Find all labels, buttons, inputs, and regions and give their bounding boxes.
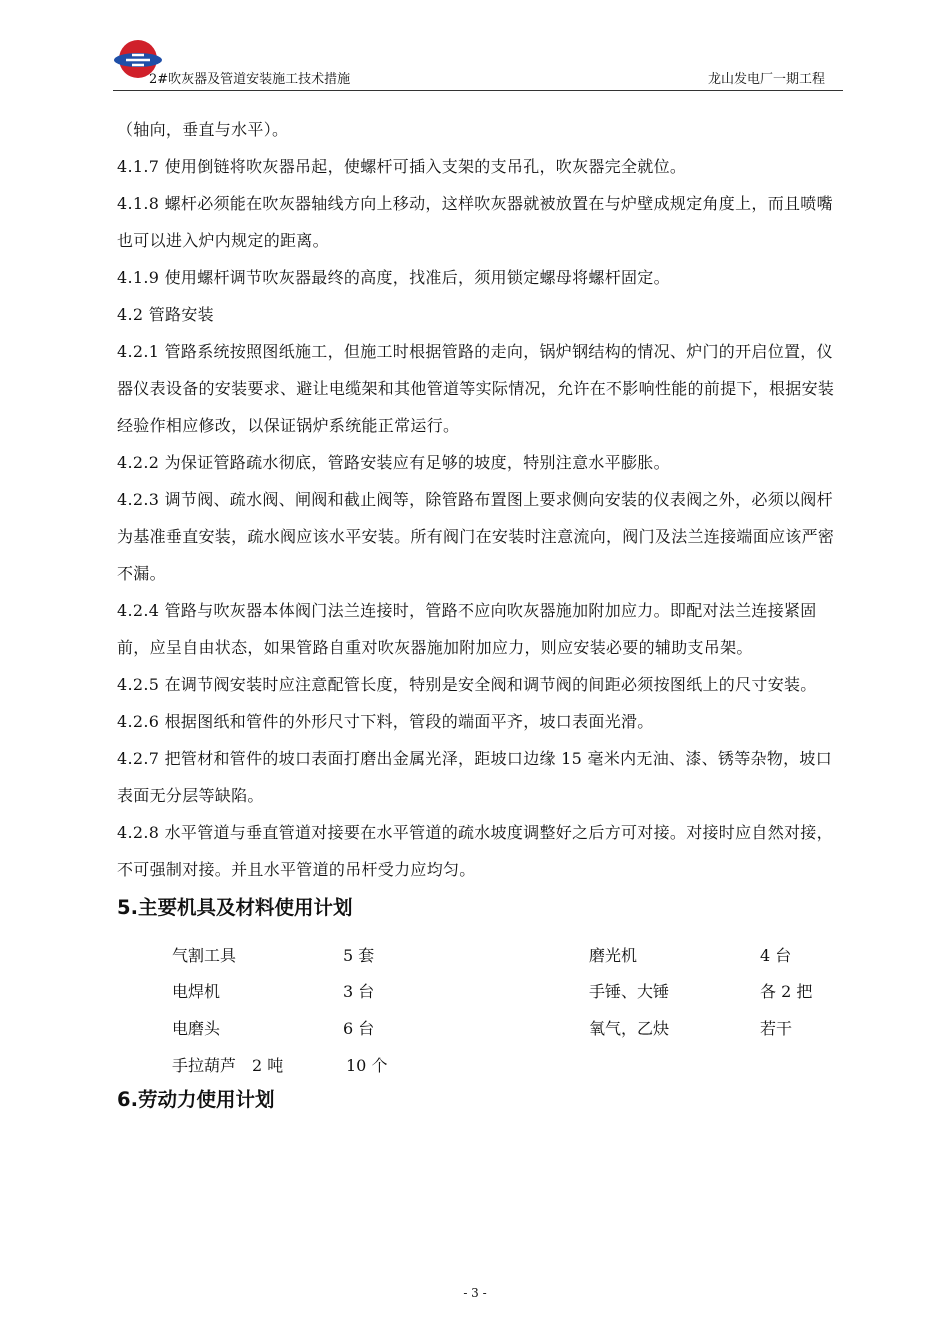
equipment-qty: 10 个 bbox=[346, 1056, 388, 1075]
equipment-qty: 3 台 bbox=[343, 982, 375, 1001]
paragraph: 4.1.8 螺杆必须能在吹灰器轴线方向上移动，这样吹灰器就被放置在与炉壁成规定角度上，而且喷嘴也可以进入炉内规定的距离。 bbox=[117, 194, 833, 250]
equipment-qty: 5 套 bbox=[343, 946, 375, 965]
equipment-name: 电磨头 bbox=[172, 1019, 221, 1038]
equipment-list bbox=[117, 930, 839, 1080]
equipment-name: 氧气，乙炔 bbox=[589, 1019, 670, 1038]
equipment-name: 气割工具 bbox=[172, 946, 237, 965]
paragraph: 4.1.7 使用倒链将吹灰器吊起，使螺杆可插入支架的支吊孔，吹灰器完全就位。 bbox=[117, 157, 687, 176]
paragraph: 4.2.8 水平管道与垂直管道对接要在水平管道的疏水坡度调整好之后方可对接。对接时应自然对接，不可强制对接。并且水平管道的吊杆受力应均匀。 bbox=[117, 823, 833, 879]
section-5-title: 5.主要机具及材料使用计划 bbox=[117, 896, 353, 919]
equipment-qty: 若干 bbox=[760, 1019, 793, 1038]
page-header bbox=[113, 38, 843, 90]
equipment-name: 手锤、大锤 bbox=[589, 982, 670, 1001]
header-divider bbox=[113, 90, 843, 91]
equipment-name: 手拉葫芦 2 吨 bbox=[172, 1056, 284, 1075]
paragraph: 4.2.2 为保证管路疏水彻底，管路安装应有足够的坡度，特别注意水平膨胀。 bbox=[117, 453, 670, 472]
section-6-title: 6.劳动力使用计划 bbox=[117, 1088, 275, 1111]
document-body bbox=[117, 111, 839, 1120]
document-title: 2#吹灰器及管道安装施工技术措施 bbox=[149, 72, 351, 87]
equipment-qty: 各 2 把 bbox=[760, 982, 813, 1001]
paragraph: 4.1.9 使用螺杆调节吹灰器最终的高度，找准后，须用锁定螺母将螺杆固定。 bbox=[117, 268, 670, 287]
paragraph: 4.2.1 管路系统按照图纸施工，但施工时根据管路的走向，锅炉钢结构的情况、炉门的开启位置，仪器仪表设备的安装要求、避让电缆架和其他管道等实际情况，允许在不影响性能的前提下，根据安装经验作相应修改，以保证锅炉系统能正常运行。 bbox=[117, 342, 835, 435]
equipment-name: 磨光机 bbox=[589, 946, 638, 965]
paragraph: 4.2.4 管路与吹灰器本体阀门法兰连接时，管路不应向吹灰器施加附加应力。即配对法兰连接紧固前，应呈自由状态，如果管路自重对吹灰器施加附加应力，则应安装必要的辅助支吊架。 bbox=[117, 601, 817, 657]
paragraph: 4.2.6 根据图纸和管件的外形尺寸下料，管段的端面平齐，坡口表面光滑。 bbox=[117, 712, 654, 731]
page-number: - 3 - bbox=[463, 1286, 487, 1300]
paragraph: 4.2.5 在调节阀安装时应注意配管长度，特别是安全阀和调节阀的间距必须按图纸上的尺寸安装。 bbox=[117, 675, 817, 694]
project-name: 龙山发电厂一期工程 bbox=[707, 72, 825, 87]
subsection-heading: 4.2 管路安装 bbox=[117, 305, 214, 324]
paragraph: （轴向，垂直与水平）。 bbox=[117, 120, 289, 139]
equipment-qty: 4 台 bbox=[760, 946, 792, 965]
equipment-name: 电焊机 bbox=[172, 982, 221, 1001]
paragraph: 4.2.7 把管材和管件的坡口表面打磨出金属光泽，距坡口边缘 15 毫米内无油、漆、锈等杂物，坡口表面无分层等缺陷。 bbox=[117, 749, 833, 805]
paragraph: 4.2.3 调节阀、疏水阀、闸阀和截止阀等，除管路布置图上要求侧向安装的仪表阀之外，必须以阀杆为基准垂直安装，疏水阀应该水平安装。所有阀门在安装时注意流向，阀门及法兰连接端面应该严密不漏。 bbox=[117, 490, 835, 583]
equipment-qty: 6 台 bbox=[343, 1019, 375, 1038]
